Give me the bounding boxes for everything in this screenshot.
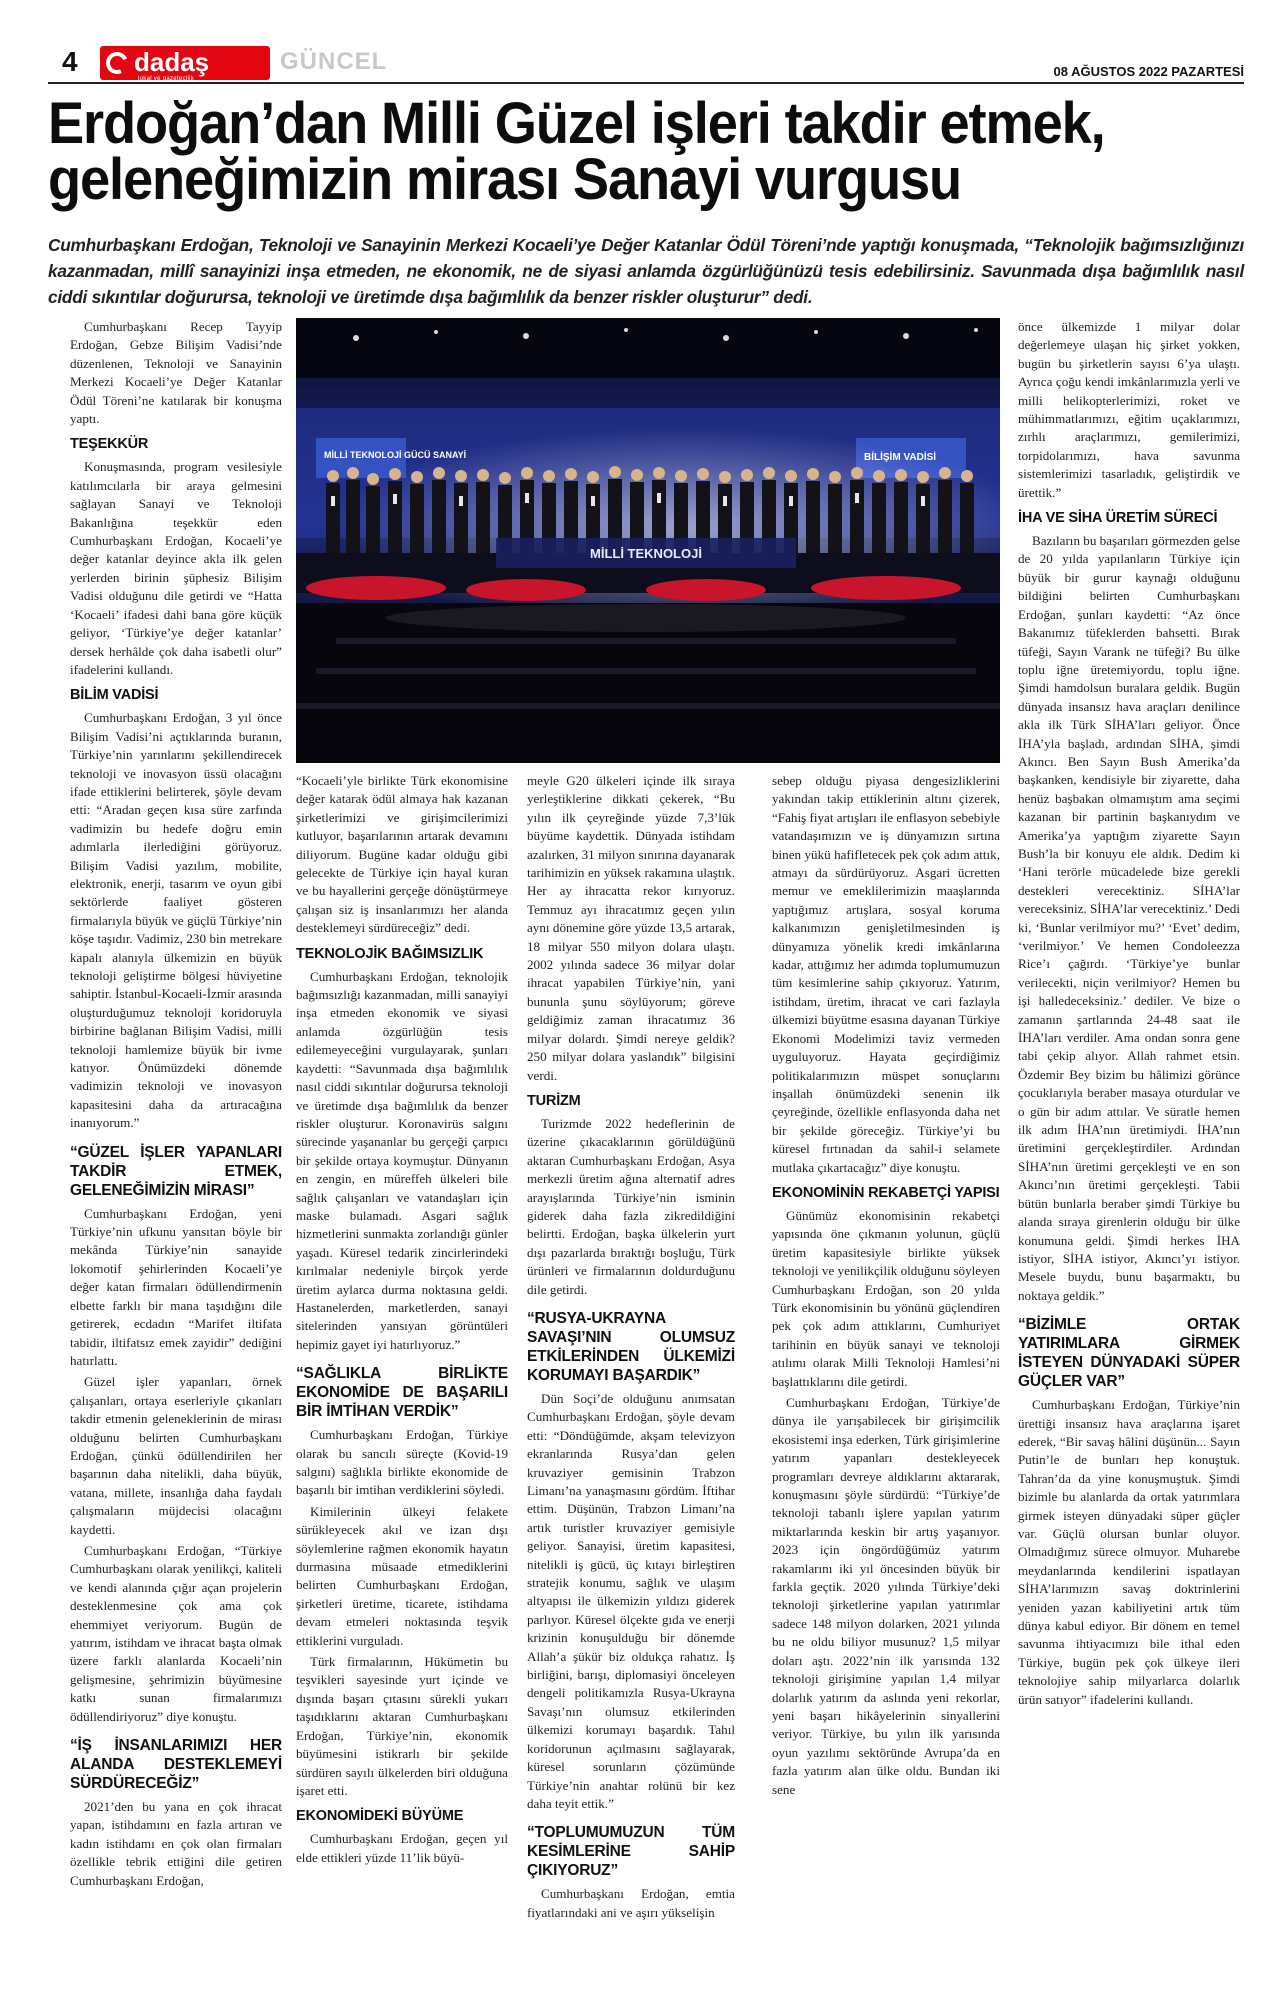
ceremony-photo [296,318,1000,763]
subheading: “RUSYA-UKRAYNA SAVAŞI’NIN OLUMSUZ ETKİLERİNDEN ÜLKEMİZİ KORUMAYI BAŞARDIK” [527,1309,735,1384]
paragraph: Cumhurbaşkanı Recep Tayyip Erdoğan, Gebze Bilişim Vadisi’nde düzenlenen, Teknoloji ve Sanayinin Merkezi Kocaeli’ye Değer Katanlar Ödül Töreni’ne katılarak bir konuşma yaptı. [70,319,282,427]
lede: Cumhurbaşkanı Erdoğan, Teknoloji ve Sanayinin Merkezi Kocaeli’ye Değer Katanlar Ödül Töreni’nde yaptığı konuşmada, “Teknolojik bağımsızlığınızı kazanmadan, millî sanayinizi inşa etmeden, ne ekonomik, ne de siyasi anlamda özgürlüğünüzü tesis edebilirsiniz. Savunmada dışa bağımlılık nasıl ciddi sıkıntılar doğurursa, teknoloji ve üretimde dışa bağımlılık da benzer riskler oluşturur” dedi. [48,235,1244,307]
paragraph: Cumhurbaşkanı Erdoğan, yeni Türkiye’nin ufkunu yansıtan böyle bir mekânda Türkiye’nin sanayide lokomotif şehirlerinden Kocaeli’ye değer katan firmaları ödüllendirmenin elbette farklı bir mana taşıdığını dile getirerek, ecdadın “Marifet iltifata tabidir, iltifatsız emek zayidir” dediğini hatırlattı. [70,1205,282,1368]
paragraph: önce ülkemizde 1 milyar dolar değerlemeye ulaşan hiç şirket yokken, bugün bu şirketlerin sayısı 6’ya ulaştı. Ayrıca çoğu kendi imkânlarımızla yerli ve milli helikopterlerimizi, roket ve mühimmatlarımızı, eğitim uçaklarımızı, zırhlı araçlarımızı, gemilerimizi, torpidolarımızı, hava savunma sistemlerimizi tasarladık, geliştirdik ve ürettik.” [1018,319,1240,500]
paragraph: Cumhurbaşkanı Erdoğan, teknolojik bağımsızlığı kazanmadan, milli sanayiyi inşa etmeden ekonomik ve siyasi anlamda özgürlüğün tesis edilemeyeceğini vurgulayarak, şunları kaydetti: “Savunmada dışa bağımlılık nasıl ciddi sıkıntılar doğurursa teknoloji ve üretimde dışa bağımlılık da benzer riskler oluşturur. Koronavirüs salgını sürecinde yaşananlar bu gerçeği çarpıcı bir şekilde ortaya koymuştur. Dünyanın en zengin, en müreffeh ülkeleri bile sağlık çalışanları ve vatandaşları için maske bulamadı. Asgari sağlık hizmetlerini sunmakta zorlandığı günler yaşadı. Küresel tedarik zincirlerindeki kırılmalar nedeniyle birçok yerde üretim aylarca durma noktasına geldi. Hastanelerden, marketlerden, sanayi sitelerinden yansıyan görüntüleri hepimiz gayet iyi hatırlıyoruz.” [296,968,508,1352]
subheading: EKONOMİNİN REKABETÇİ YAPISI [772,1184,1000,1201]
crescent-icon [103,49,131,77]
paragraph: Cumhurbaşkanı Erdoğan, “Türkiye Cumhurbaşkanı olarak yenilikçi, kaliteli ve kendi alanında çığır açan projelerin desteklenmesine çok ama çok ehemmiyet veriyorum. Bugün de yatırım, istihdam ve ihracat başta olmak üzere farklı alanlarda Kocaeli’nin gelişmesine, şehrimizin büyümesine katkı sunan firmalarımızı ödüllendiriyoruz” diye konuştu. [70,1542,282,1724]
page-header [48,46,1244,84]
paragraph: Cumhurbaşkanı Erdoğan, emtia fiyatlarındaki ani ve aşırı yükselişin [527,1886,735,1920]
section-label: GÜNCEL [280,48,388,75]
subheading: BİLİM VADİSİ [70,687,159,704]
headline-line-2: geleneğimizin mirası Sanayi vurgusu [48,147,962,212]
paragraph: sebep olduğu piyasa dengesizliklerini yakından takip ettiklerinin altını çizerek, “Fahiş fiyat artışları ile enflasyon sebebiyle vatandaşımızın ve iş dünyamızın sırtına binen yükü hafifletecek pek çok adım attık, atmayı da sürdürüyoruz. Asgari ücretten memur ve emeklilerimizin maaşlarında yaptığımız artışlara, sosyal koruma kalkanımızın genişletilmesinden iş dünyamıza yönelik kredi imkânlarına kadar, attığımız her adımda toplumumuzun tüm kesimlerine sahip çıkıyoruz. Yatırım, istihdam, üretim, ihracat ve cari fazlayla ülkemizi büyütme esasına dayanan Türkiye Ekonomi Modelimizi taviz vermeden uyguluyoruz. Hayata geçirdiğimiz politikalarımızın müspet sonuçlarını inşallah önümüzdeki senenin ilk çeyreğinde, özellikle enflasyonda daha net bir şekilde göreceğiz. Türkiye’yi bu küresel fırtınadan da sahil-i selamete mutlaka çıkartacağız” diye konuştu. [772,773,1000,1175]
paragraph: 2021’den bu yana en çok ihracat yapan, istihdamını en fazla artıran ve kadın istihdamı en çok olan firmaları özellikle tebrik ettiğini dile getiren Cumhurbaşkanı Erdoğan, [70,1799,282,1888]
paragraph: Cumhurbaşkanı Erdoğan, 3 yıl önce Bilişim Vadisi’ni açtıklarında buranın, Türkiye’nin yarınlarını şekillendirecek teknoloji ve inovasyon üssü olacağını ifade ettiklerini belirterek, şöyle devam etti: “Aradan geçen kısa süre zarfında vadimizin bu hedefe doğru emin adımlarla ilerlediğini görüyoruz. Bilişim Vadisi yazılım, mobilite, elektronik, enerji, tasarım ve oyun gibi sektörlerde faaliyet gösteren firmalarıyla büyük ve güçlü Türkiye’nin köşe taşıdır. Vadimiz, 230 bin metrekare kapalı alanıyla ülkemizin en büyük teknoloji geliştirme bölgesi hüviyetine sahiptir. İstanbul-Kocaeli-İzmir arasında oluşturduğumuz teknoloji koridoruyla birbirine bağlanan Bilişim Vadisi, milli teknoloji hamlemize büyük bir ivme katıyor. Önümüzdeki dönemde vadimizin teknoloji ve inovasyon kapasitesini daha da artıracağına inanıyorum.” [70,710,282,1131]
column-1 [70,318,282,1978]
paragraph: Konuşmasında, program vesilesiyle katılımcılarla bir araya gelmesini sağlayan Sanayi ve Teknoloji Bakanlığına teşekkür eden Cumhurbaşkanı Erdoğan, Kocaeli’ye değer katanlar deyince akla ilk gelen yerlerden birinin şüphesiz Bilişim Vadisi olduğunu dile getirdi ve “Hatta ‘Kocaeli’ ifadesi dahi bana göre küçük geliyor, ‘Türkiye’ye değer katanlar’ dersek herhâlde çok daha isabetli olur” ifadelerini kullandı. [70,459,282,677]
column-3 [527,772,735,1978]
logo-text: dadaş [134,47,210,77]
paragraph: Cumhurbaşkanı Erdoğan, geçen yıl elde ettikleri yüzde 11’lik büyü- [296,1831,508,1865]
paragraph: Bazıların bu başarıları görmezden gelse de 20 yılda yapılanların Türkiye için büyük bir gurur kaynağı olduğunu bildiğini belirten Cumhurbaşkanı Erdoğan, şunları kaydetti: “Az önce Bakanımız tüfeklerden bahsetti. Bırak tüfeği, Sayın Varank ne tüfeği? Bu ülke toplu iğne üretemiyordu, toplu iğne. Şimdi hamdolsun buralara geldik. Bugün dünyada insansız hava araçları denilince akla ilk Türk SİHA’ları geliyor. Önce İHA’yla başladı, ardından SİHA, şimdi Akıncı. Ben Sayın Bush Amerika’da başkanken, kendisiyle bir ziyarette, daha henüz başbakan olmamıştım ama seçimi kazanan bir partinin başkanıydım ve Amerika’ya yaptığım ziyarette Sayın Bush’la bir konuyu ele aldık. Dedim ki ‘Hani terörle mücadelede bize gerekli destekleri verecektiniz. SİHA’lar vereceksiniz. SİHA’lar verecektiniz.’ Dedi ki, ‘Bunlar verilmiyor mu?’ ‘Evet’ dedim, ‘verilmiyor.’ Ve hemen Condoleezza Rice’ı çağırdı. ‘Türkiye’ye bunlar verilecekti, niçin verilmiyor? Hemen bu işi halledeceksiniz.’ dediler. Ve bize o zamanın şartlarında 24-48 saat ile İHA’ları verdiler. Ama ondan sonra gene tabi çekip alıyor. Allah rahmet etsin. Özdemir Bey bizim bu hâlimizi görünce çocuklarıyla beraber masaya oturdular ve o gün bir adım attılar. Ve süratle hemen ilk adım İHA’nın üretimiydi. İHA’nın üretimini gerçekleştirdiler. Ardından SİHA’nın üretimi gerçekleşti ve en son Akıncı’nın üretimi gerçekleşti. Tabii bütün bunlarla beraber şimdi Türkiye bu alanda sıraya girenlerin olduğu bir ülke konumuna geldi. Şimdi herkes İHA istiyor, SİHA istiyor, Akıncı’yı istiyor. Mesele buydu, bunu başarmaktı, bu noktaya geldik.” [1018,533,1240,1303]
subheading: “İŞ İNSANLARIMIZI HER ALANDA DESTEKLEMEYİ SÜRDÜRECEĞİZ” [70,1737,282,1793]
paragraph: Cumhurbaşkanı Erdoğan, Türkiye olarak bu sancılı süreçte (Kovid-19 salgını) sağlıkla birlikte ekonomide de başarılı bir imtihan verdiklerini söyledi. [296,1427,508,1498]
subheading: “SAĞLIKLA BİRLİKTE EKONOMİDE DE BAŞARILI BİR İMTİHAN VERDİK” [296,1365,508,1421]
headline-line-1: Erdoğan’dan Milli Güzel işleri takdir etmek, [48,91,1105,156]
paragraph: “Kocaeli’yle birlikte Türk ekonomisine değer katarak ödül almaya hak kazanan şirketlerimizi ve girişimcilerimizi kutluyor, başarılarının artarak devamını diliyorum. Bugüne kadar olduğu gibi gelecekte de Türkiye için hayal kuran ve bu hayallerini gerçeğe dönüştürmeye çalışan siz iş insanlarımızı her alanda desteklemeyi sürdüreceğiz” dedi. [296,773,508,936]
subheading: TEŞEKKÜR [70,436,149,453]
paragraph: Türk firmalarının, Hükümetin bu teşvikleri sayesinde yurt içinde ve dışında başarı çıtasını sürekli yukarı taşıdıklarını aktaran Cumhurbaşkanı Erdoğan, Türkiye’nin, ekonomik büyümesini istikrarlı bir şekilde sürdüren sayılı ülkelerden biri olduğuna işaret etti. [296,1654,508,1798]
subheading: “TOPLUMUMUZUN TÜM KESİMLERİNE SAHİP ÇIKIYORUZ” [527,1824,735,1880]
subheading: EKONOMİDEKİ BÜYÜME [296,1808,464,1825]
logo-tagline: lokal ve gazetecilik [138,76,195,82]
subheading: “GÜZEL İŞLER YAPANLARI TAKDİR ETMEK, GELENEĞİMİZİN MİRASI” [70,1143,282,1199]
headline [48,91,1166,212]
paragraph: Cumhurbaşkanı Erdoğan, Türkiye’de dünya ile yarışabilecek bir girişimcilik ekosistemi inşa ederken, Türk girişimlerine yatırım yapanları destekleyecek programları devreye aldıklarını aktararak, konuşmasını şöyle sürdürdü: “Türkiye’de teknoloji tabanlı işlere yapılan yatırım miktarlarında keskin bir artış yaşanıyor. 2023 için öngördüğümüz yatırım rakamlarını iki yıl öncesinden büyük bir farkla geçtik. 2020 yılında Türkiye’deki teknoloji şirketlerine yapılan yatırımlar sadece 148 milyon dolarken, 2021 yılında bu ne oldu biliyor musunuz? 1,5 milyar doları aştı. 2022’nin ilk yarısında 132 teknoloji girişimine yapılan 1,4 milyar dolarlık yatırım da aslında yeni rekorlar, yeni başarı hikâyelerinin sinyallerini veriyor. Türkiye, bu yılın ilk yarısında oyun yazılımı sektöründe Avrupa’da en fazla yatırım alan ülke oldu. Bundan iki sene [772,1395,1000,1797]
column-4 [772,772,1000,1978]
subheading: TURİZM [527,1092,581,1109]
issue-date: 08 AĞUSTOS 2022 PAZARTESİ [1053,64,1244,79]
column-5 [1018,318,1240,1978]
subheading: TEKNOLOJİK BAĞIMSIZLIK [296,945,484,962]
subheading: İHA VE SİHA ÜRETİM SÜRECİ [1018,510,1218,527]
paragraph: Güzel işler yapanları, örnek çalışanları, ortaya eserleriyle çıkanları takdir etmenin geleneklerinin de mirası olduğunu belirten Cumhurbaşkanı Erdoğan, çünkü ödüllendirilen her başarının daha nitelikli, daha büyük, vatana, millete, insanlığa daha faydalı çalışmaların müjdecisi olacağını kaydetti. [70,1374,282,1537]
column-2 [296,772,508,1978]
paragraph: Günümüz ekonomisinin rekabetçi yapısında öne çıkmanın yolunun, güçlü üretim kapasitesiyle birlikte yüksek teknoloji ve yenilikçilik olduğunu söyleyen Cumhurbaşkanı Erdoğan, son 20 yılda Türk ekonomisinin bu yönünü güçlendiren pek çok adım attıklarını, Cumhuriyet tarihinin en büyük sanayi ve teknoloji atılımı olarak Milli Teknoloji Hamlesi’ni başlattıklarını dile getirdi. [772,1207,1000,1389]
page-number: 4 [62,46,78,77]
paragraph: Cumhurbaşkanı Erdoğan, Türkiye’nin ürettiği insansız hava araçlarına işaret ederek, “Bir savaş hâlini düşünün... Sayın Putin’le de bunları hep konuştuk. Tahran’da da yine konuşmuştuk. Şimdi bizimle bu alanlarda da ortak yatırımlara girmek isteyen dünyadaki süper güçler var. Güçlü olursan bunlar oluyor. Olmadığımız sürece olmuyor. Muharebe meydanlarında kendilerini ispatlayan SİHA’larımızın savaş doktrinlerini yeniden yazan kabiliyetini artık tüm dünya kabul ediyor. Bir dönem en temel savunma ihtiyacımızı bile ithal eden Türkiye, bugün pek çok ülkeye ileri teknolojiye sahip milyarlarca dolarlık ürün satıyor” ifadelerini kullandı. [1018,1397,1240,1707]
paragraph: meyle G20 ülkeleri içinde ilk sıraya yerleştiklerine dikkati çekerek, “Bu yılın ilk çeyreğinde yüzde 7,3’lük büyüme kaydettik. Dünyada istihdam azalırken, 31 milyon sınırına dayanarak tarihimizin en yüksek rakamına ulaştık. Her ay ihracatta rekor kırıyoruz. Temmuz ayı ihracatımız geçen yılın aynı dönemine göre yüzde 13,5 artarak, 18 milyar 550 milyon dolara ulaştı. 2002 yılında sadece 36 milyar dolar ihracat yapabilen Türkiye’nin, yani bununla şunu söylüyorum; göreve geldiğimiz zaman ihracatımız 36 milyar dolardı. Şimdi nereye geldik? 250 milyar dolara yaslandık” bilgisini verdi. [527,773,735,1083]
subheading: “BİZİMLE ORTAK YATIRIMLARA GİRMEK İSTEYEN DÜNYADAKİ SÜPER GÜÇLER VAR” [1018,1316,1240,1391]
paragraph: Dün Soçi’de olduğunu anımsatan Cumhurbaşkanı Erdoğan, şöyle devam etti: “Döndüğümde, akşam televizyon ekranlarında Rusya’dan gelen kruvaziyer gemisinin Trabzon Limanı’na yanaşmasını gördüm. İftihar ettim. Düşünün, Trabzon Limanı’na artık turistler kruvaziyer gemisiyle geliyor. Sanayisi, üretim kapasitesi, nitelikli iş gücü, üç kıtayı birleştiren stratejik konumu, sağlık ve ulaşım altyapısı ile ülkemizin yıldızı giderek parlıyor. Küresel ölçekte gıda ve enerji krizinin konuşulduğu bir dönemde Allah’a şükür biz oldukça rahatız. İş birliğini, barışı, diplomasiyi önceleyen dengeli politikamızla Rusya-Ukrayna Savaşı’nın olumsuz etkilerinden ülkemizi korumayı başardık. Tahıl koridorunun açılmasını sağlayarak, küresel sorunların çözümünde Türkiye’nin anahtar rolünü bir kez daha teyit ettik.” [527,1390,735,1811]
stage-photo-icon [296,318,1000,763]
newspaper-logo[interactable] [100,46,270,80]
paragraph: Turizmde 2022 hedeflerinin de üzerine çıkacaklarının görüldüğünü aktaran Cumhurbaşkanı Erdoğan, Asya merkezli üretim ağına alternatif adres arayışlarında Türkiye’nin isminin giderek daha fazla zikredildiğini belirtti. Erdoğan, başka ülkelerin yurt dışı pazarlarda bıraktığı boşluğu, Türk ürünleri ve firmalarının doldurduğunu dile getirdi. [527,1115,735,1297]
stage-screen-text: MİLLİ TEKNOLOJİ [590,546,702,561]
paragraph: Kimilerinin ülkeyi felakete sürükleyecek akıl ve izan dışı söylemlerine rağmen ekonomik hayatın durmasına müsaade etmediklerini belirten Cumhurbaşkanı Erdoğan, şirketleri üretime, ticarete, istihdama devam etmeleri noktasında teşvik ettiklerini vurguladı. [296,1503,508,1648]
